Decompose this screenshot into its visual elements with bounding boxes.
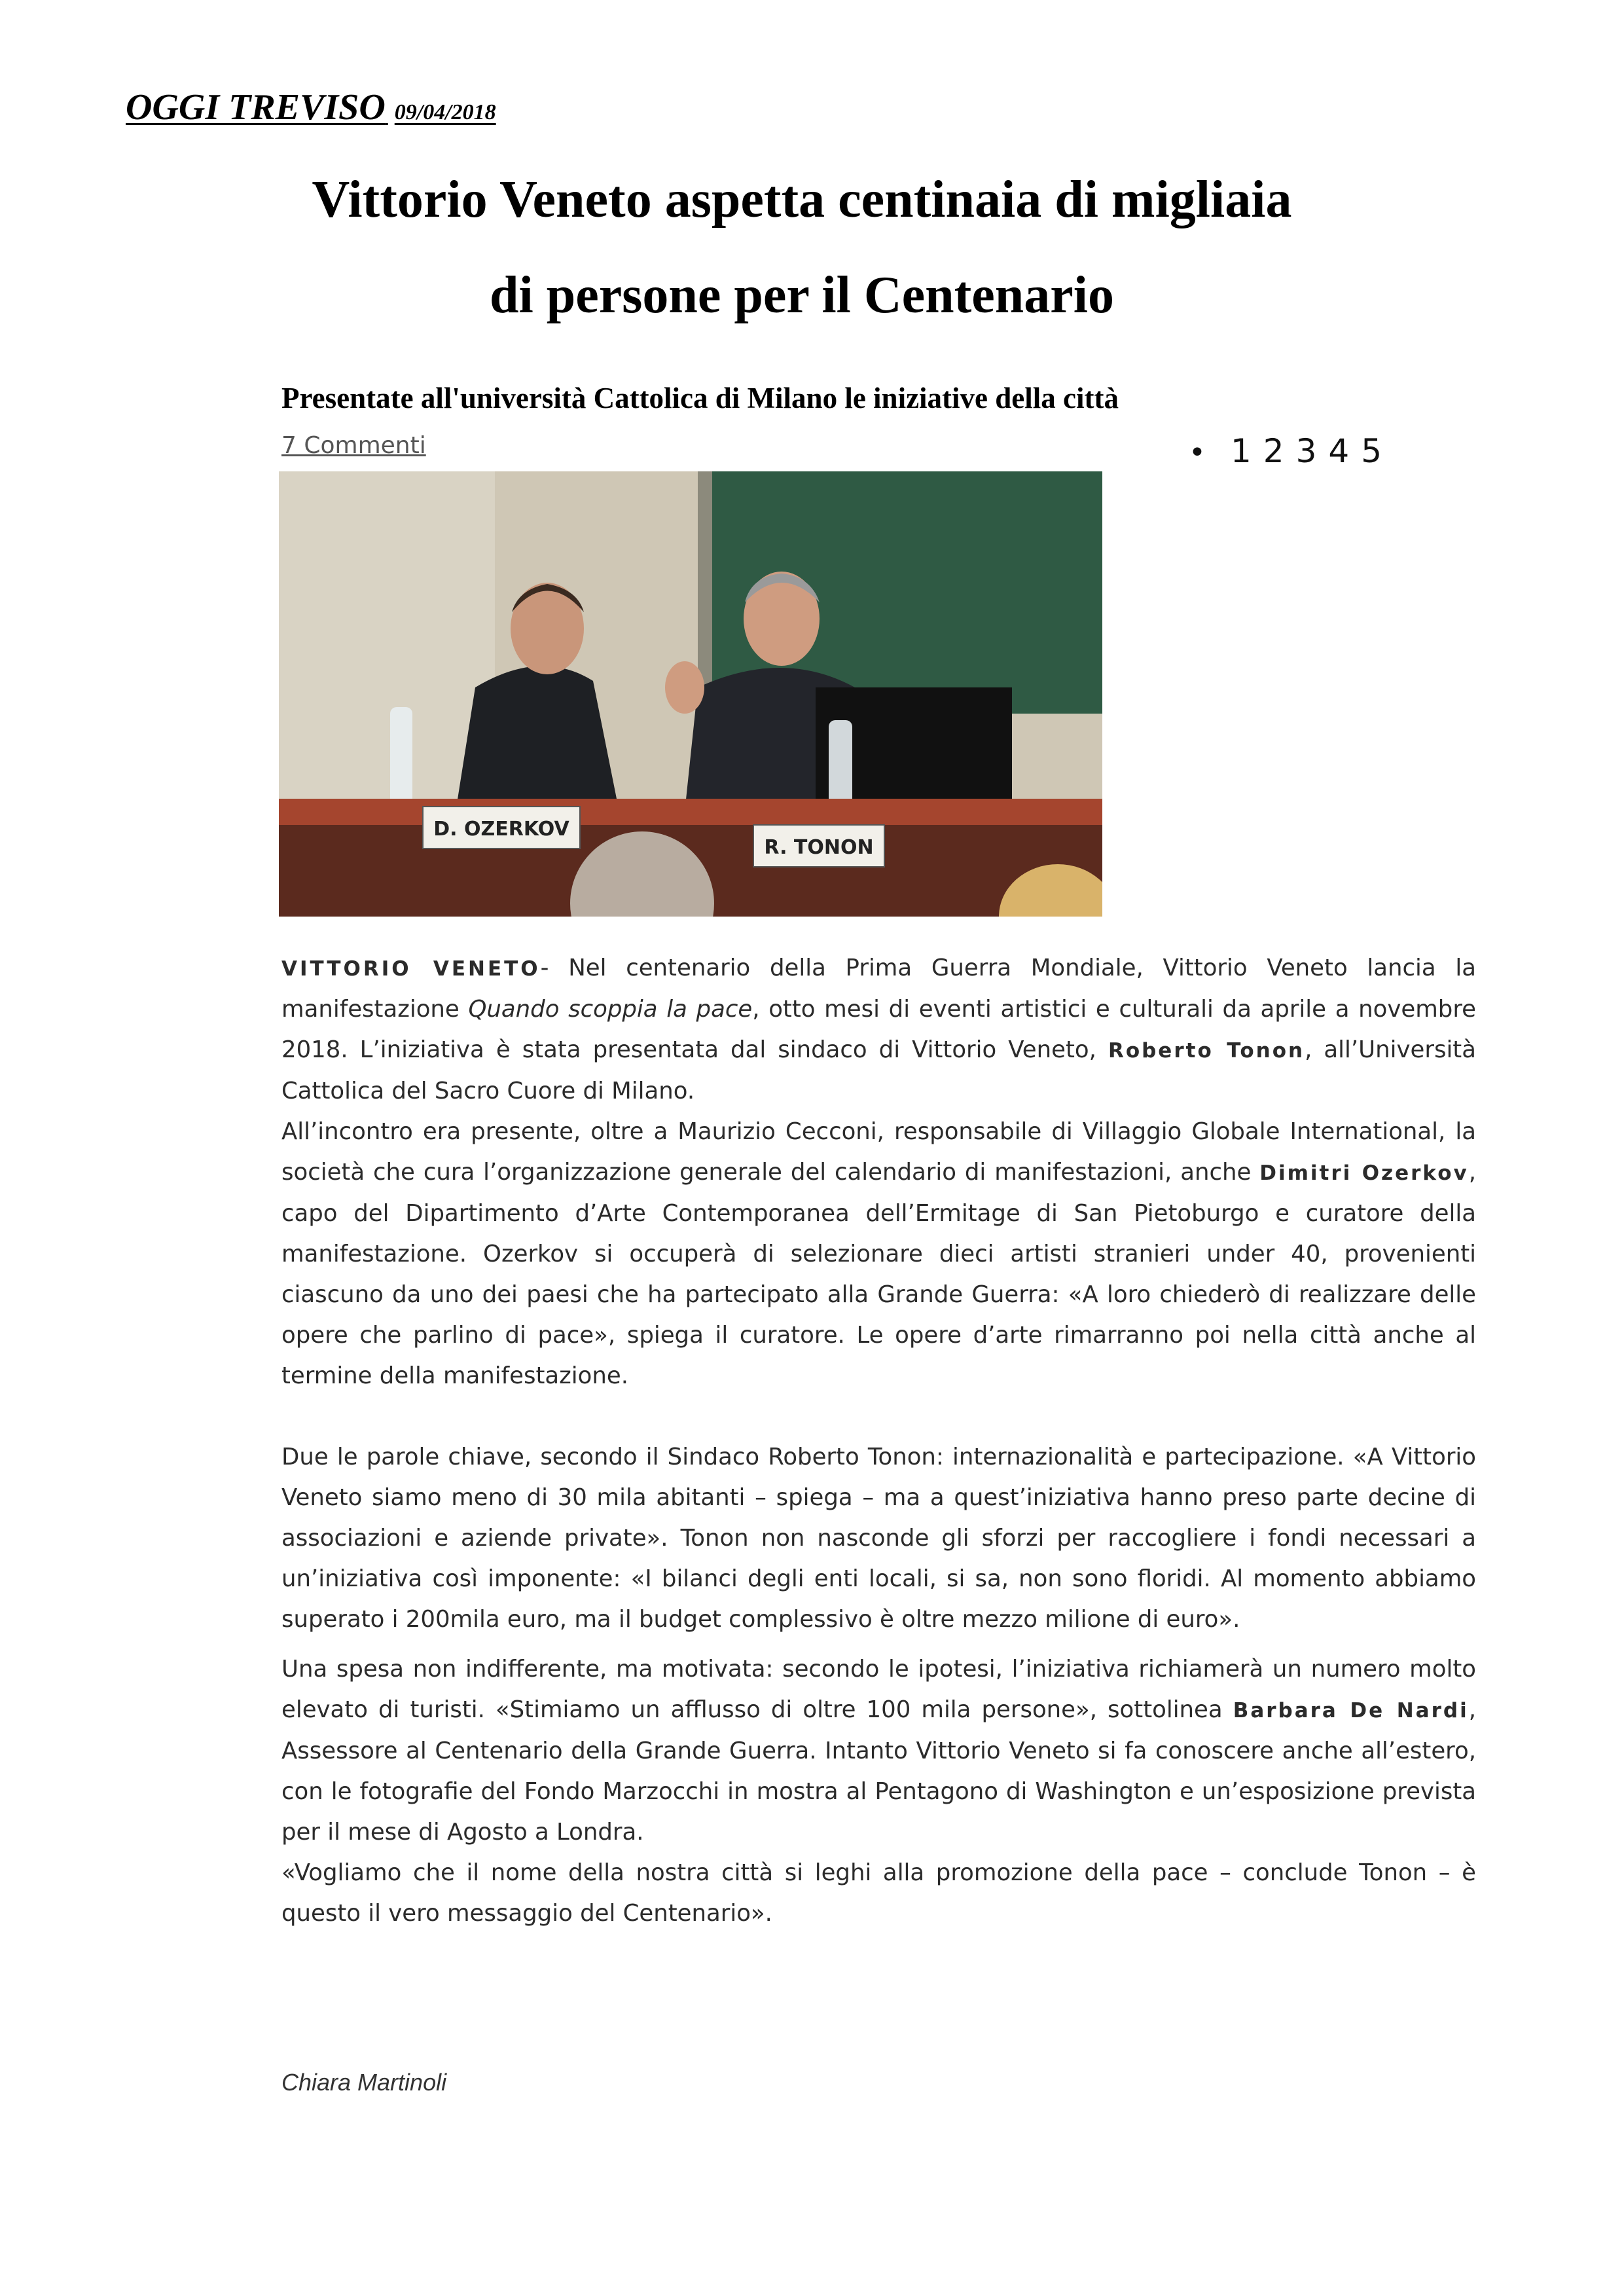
pagination (1189, 432, 1394, 470)
bullet-icon: • (1189, 436, 1207, 469)
paragraph-2: All’incontro era presente, oltre a Maurizio Cecconi, responsabile di Villaggio Globale International, la società che cura l’organizzazione generale del calendario di manifestazioni, anche Dimitri Ozerkov, capo del Dipartimento d’Arte Contemporanea dell’Ermitage di San Pietoburgo e curatore della manifestazione. Ozerkov si occuperà di selezionare dieci artisti stranieri under 40, provenienti ciascuno da uno dei paesi che ha partecipato alla Grande Guerra: «A loro chiederò di realizzare delle opere che parlino di pace», spiega il curatore. Le opere d’arte rimarranno poi nella città anche al termine della manifestazione. (281, 1118, 1477, 1389)
page-link-2[interactable]: 2 (1263, 432, 1286, 470)
event-title: Quando scoppia la pace (468, 996, 753, 1023)
conference-photo-illustration (279, 471, 1102, 917)
author-byline: Chiara Martinoli (281, 2069, 447, 2096)
page-link-4[interactable]: 4 (1328, 432, 1351, 470)
newspaper-name: OGGI TREVISO (126, 87, 386, 128)
placard-left-text: D. OZERKOV (433, 818, 569, 841)
dateline: VITTORIO VENETO (281, 957, 541, 981)
paragraph-5: «Vogliamo che il nome della nostra città si leghi alla promozione della pace – conclude Tonon – è questo il vero messaggio del Centenario». (281, 1859, 1476, 1927)
page-link-1[interactable]: 1 (1230, 432, 1253, 470)
paragraph-4: Una spesa non indifferente, ma motivata: secondo le ipotesi, l’iniziativa richiamerà un numero molto elevato di turisti. «Stimiamo un afflusso di oltre 100 mila persone», sottolinea Barbara De Nardi, Assessore al Centenario della Grande Guerra. Intanto Vittorio Veneto si fa conoscere anche all’estero, con le fotografie del Fondo Marzocchi in mostra al Pentagono di Washington e un’esposizione prevista per il mese di Agosto a Londra. (281, 1656, 1476, 1846)
placard-right-text: R. TONON (764, 836, 874, 859)
comments-link[interactable]: 7 Commenti (281, 432, 426, 459)
paragraph-3: Due le parole chiave, secondo il Sindaco Roberto Tonon: internazionalità e partecipazione. «A Vittorio Veneto siamo meno di 30 mila abitanti – spiega – ma a quest’iniziativa hanno preso parte decine di associazioni e aziende private». Tonon non nasconde gli sforzi per raccogliere i fondi necessari a un’iniziativa così imponente: «I bilanci degli enti locali, si sa, non sono floridi. Al momento abbiamo superato i 200mila euro, ma il budget complessivo è oltre mezzo milione di euro». (281, 1444, 1476, 1633)
publication-date: 09/04/2018 (394, 100, 496, 124)
headline-line-1: Vittorio Veneto aspetta centinaia di migliaia (312, 171, 1292, 228)
person-name: Roberto Tonon (1108, 1039, 1305, 1063)
headline (236, 152, 1368, 343)
table-top (279, 799, 1102, 825)
subheadline: Presentate all'università Cattolica di Milano le iniziative della città (281, 382, 1119, 414)
masthead (126, 86, 496, 128)
person-name: Dimitri Ozerkov (1259, 1161, 1469, 1185)
person-name: Barbara De Nardi (1233, 1699, 1469, 1722)
page-link-3[interactable]: 3 (1295, 432, 1318, 470)
page-link-5[interactable]: 5 (1361, 432, 1384, 470)
headline-line-2: di persone per il Centenario (489, 266, 1115, 324)
paragraph-1: VITTORIO VENETO- Nel centenario della Prima Guerra Mondiale, Vittorio Veneto lancia la manifestazione Quando scoppia la pace, otto mesi di eventi artistici e culturali da aprile a novembre 2018. L’iniziativa è stata presentata dal sindaco di Vittorio Veneto, Roberto Tonon, all’Università Cattolica del Sacro Cuore di Milano. (281, 955, 1476, 1104)
article-body (281, 948, 1476, 1934)
article-photo (279, 471, 1102, 917)
